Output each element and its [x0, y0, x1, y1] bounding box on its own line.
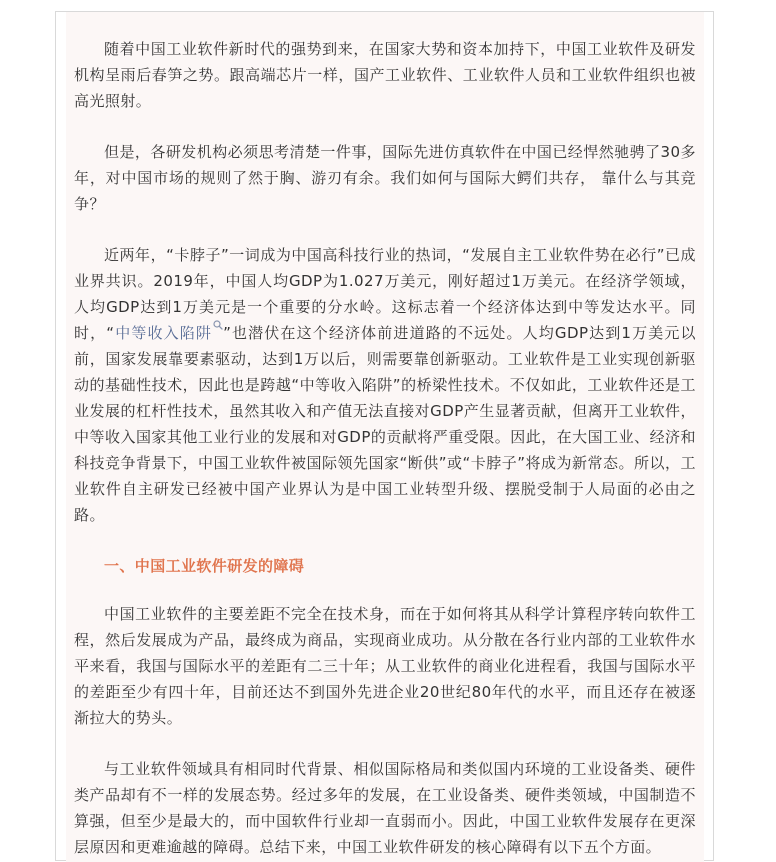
section-heading: 一、中国工业软件研发的障碍	[104, 557, 305, 575]
paragraph-3	[74, 242, 696, 528]
paragraph-3-text-a: 近两年，“卡脖子”一词成为中国高科技行业的热词，“发展自主工业软件势在必行”已成业界共识。2019年，中国人均GDP为1.027万美元，刚好超过1万美元。在经济学领域，人均GDP达到1万美元是一个重要的分水岭。这标志着一个经济体达到中等发达水平。同时，“	[74, 246, 696, 342]
middle-income-trap-link-label[interactable]: 中等收入陷阱	[114, 324, 213, 342]
paragraph-1: 随着中国工业软件新时代的强势到来，在国家大势和资本加持下，中国工业软件及研发机构呈雨后春笋之势。跟高端芯片一样，国产工业软件、工业软件人员和工业软件组织也被高光照射。	[74, 40, 696, 110]
paragraph-5: 与工业软件领域具有相同时代背景、相似国际格局和类似国内环境的工业设备类、硬件类产品却有不一样的发展态势。经过多年的发展，在工业设备类、硬件类领域，中国制造不算强，但至少是最大的，而中国软件行业却一直弱而小。因此，中国工业软件发展存在更深层原因和更难逾越的障碍。总结下来，中国工业软件研发的核心障碍有以下五个方面。	[74, 760, 696, 856]
middle-income-trap-link[interactable]	[115, 324, 224, 342]
paragraph-3-text-b: ”也潜伏在这个经济体前进道路的不远处。人均GDP达到1万美元以前，国家发展靠要素驱动，达到1万以后，则需要靠创新驱动。工业软件是工业实现创新驱动的基础性技术，因此也是跨越“中等收入陷阱”的桥梁性技术。不仅如此，工业软件还是工业发展的杠杆性技术，虽然其收入和产值无法直接对GDP产生显著贡献，但离开工业软件，中等收入国家其他工业行业的发展和对GDP的贡献将严重受限。因此，在大国工业、经济和科技竞争背景下，中国工业软件被国际领先国家“断供”或“卡脖子”将成为新常态。所以，工业软件自主研发已经被中国产业界认为是中国工业转型升级、摆脱受制于人局面的必由之路。	[74, 324, 696, 524]
article-frame	[55, 11, 714, 861]
article-body	[66, 12, 704, 862]
search-icon[interactable]	[213, 320, 223, 332]
paragraph-4: 中国工业软件的主要差距不完全在技术身，而在于如何将其从科学计算程序转向软件工程，然后发展成为产品，最终成为商品，实现商业成功。从分散在各行业内部的工业软件水平来看，我国与国际水平的差距有二三十年；从工业软件的商业化进程看，我国与国际水平的差距至少有四十年，目前还达不到国外先进企业20世纪80年代的水平，而且还存在被逐渐拉大的势头。	[74, 605, 696, 727]
paragraph-2: 但是，各研发机构必须思考清楚一件事，国际先进仿真软件在中国已经悍然驰骋了30多年，对中国市场的规则了然于胸、游刃有余。我们如何与国际大鳄们共存， 靠什么与其竞争？	[74, 143, 696, 213]
